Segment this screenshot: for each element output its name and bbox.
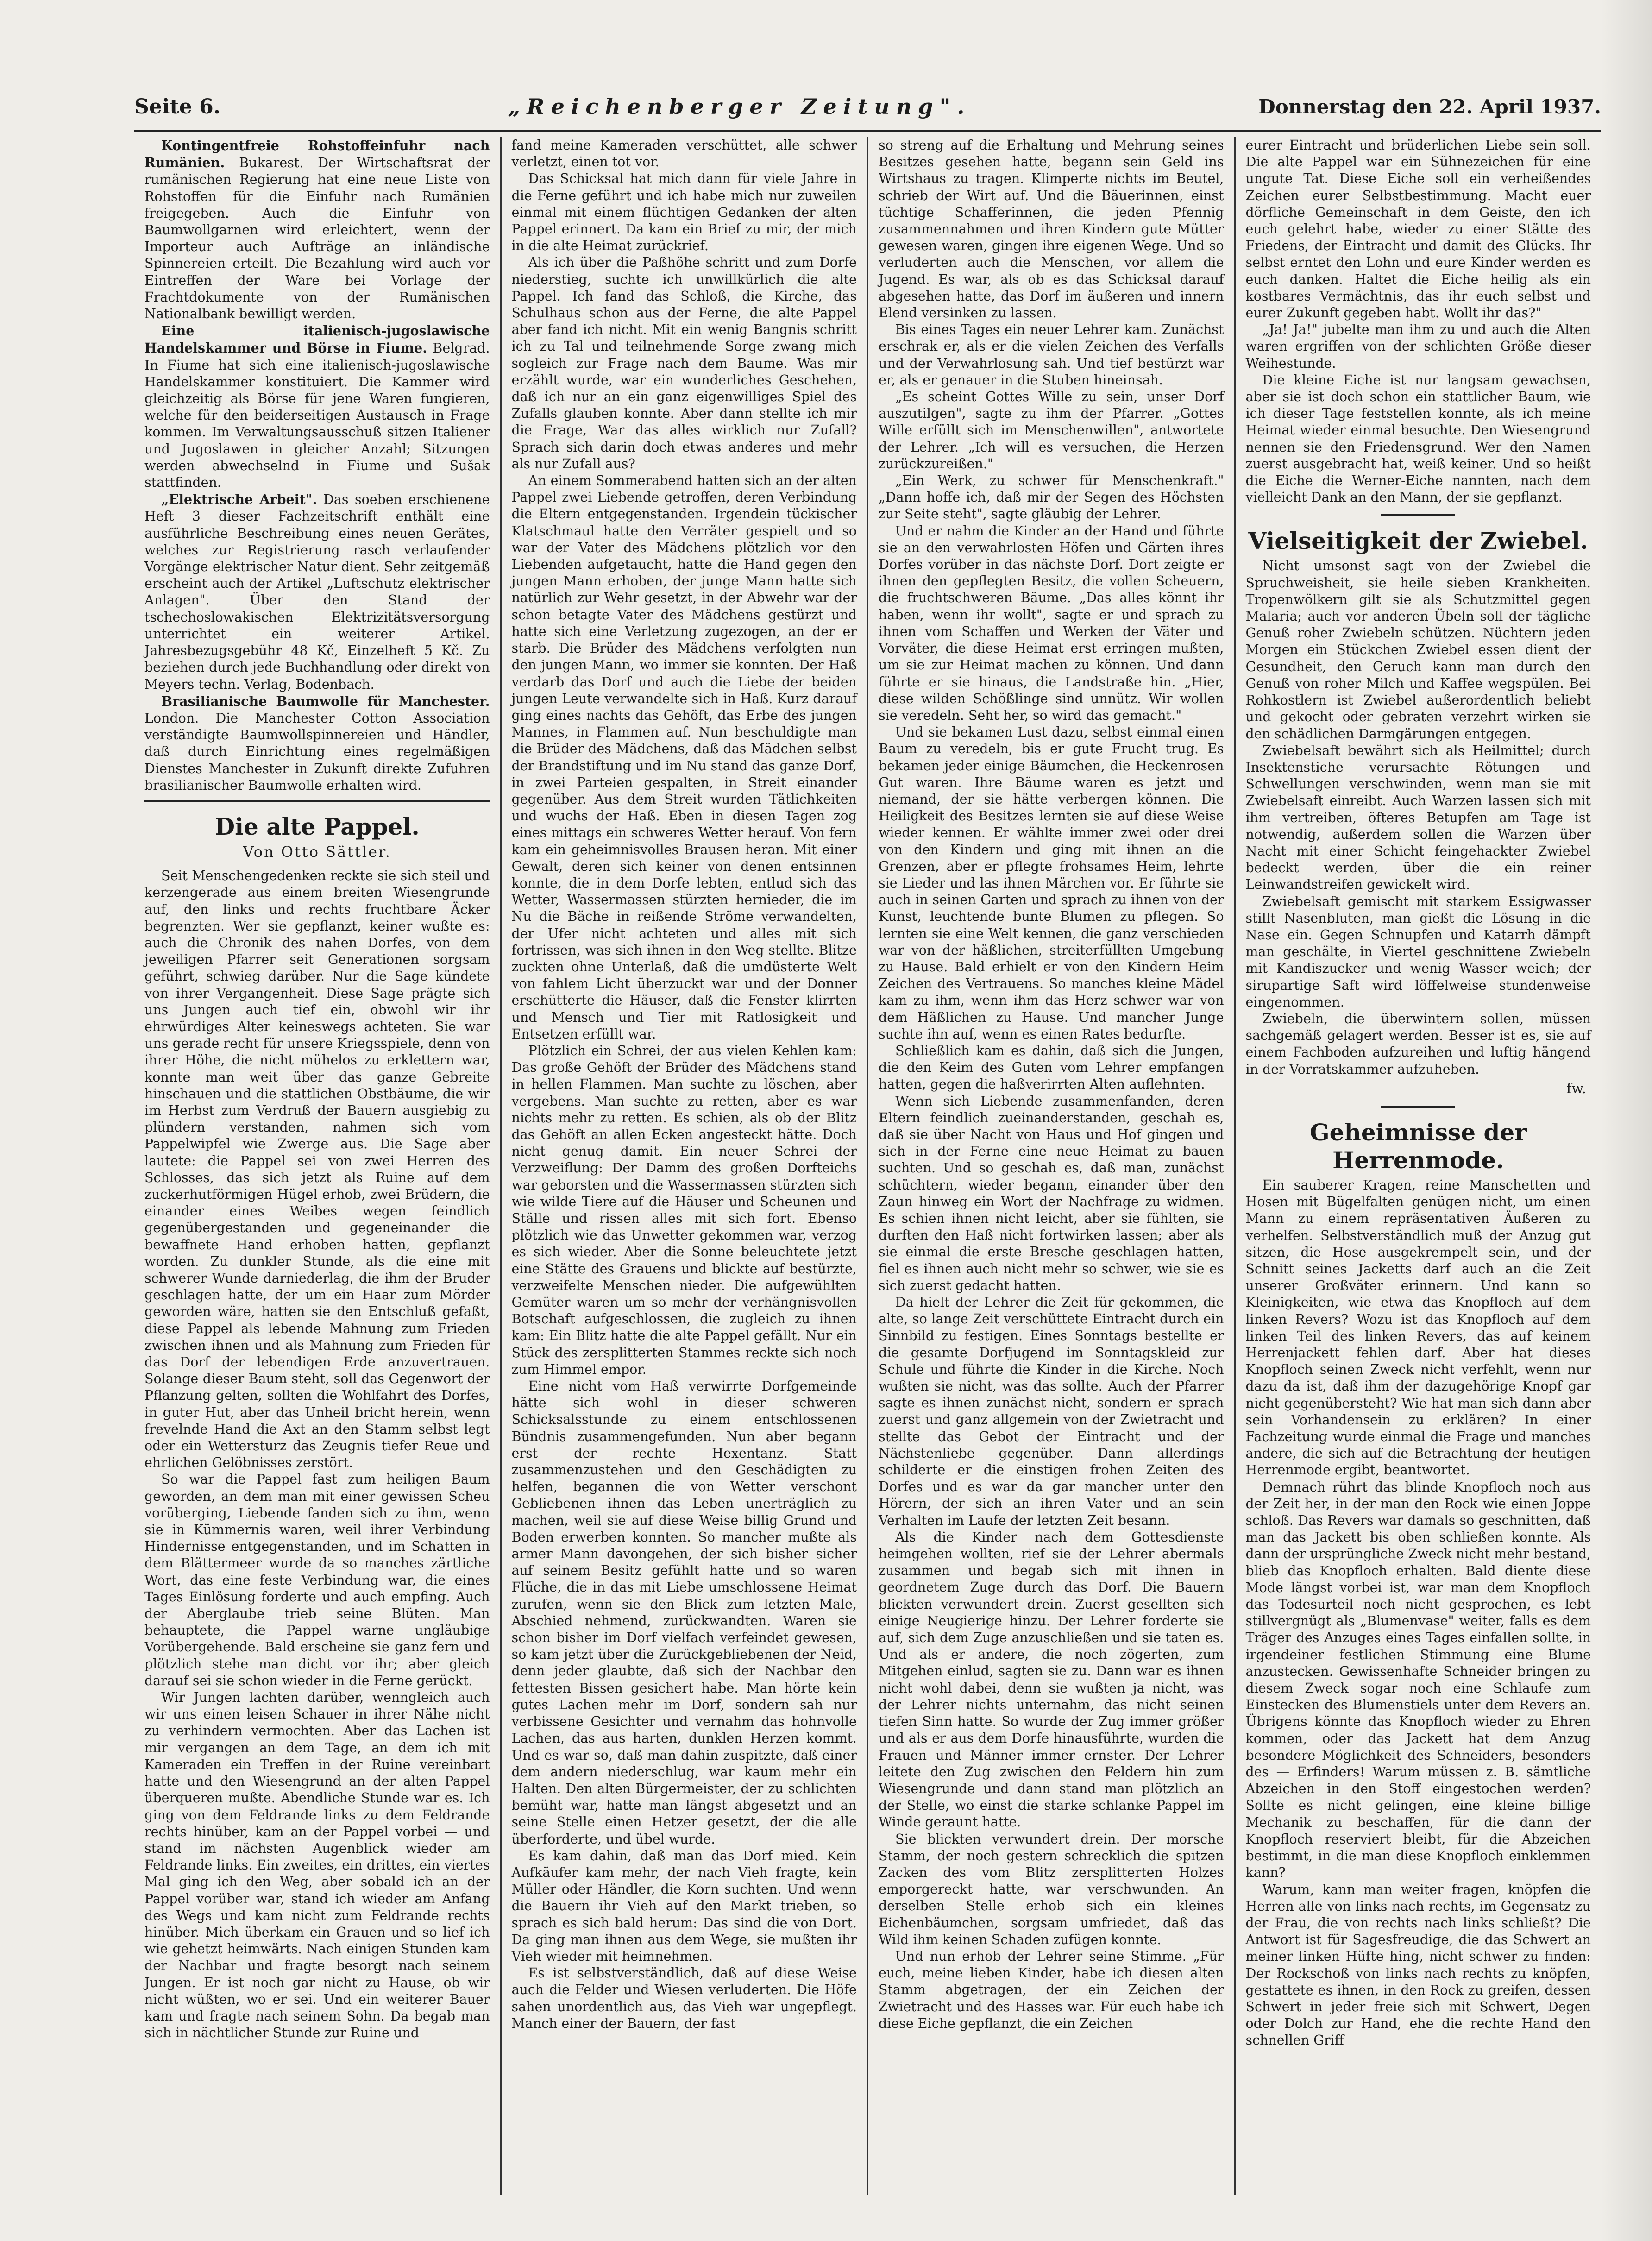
paragraph: Das Schicksal hat mich dann für viele Jahre in die Ferne geführt und ich habe mich nur zuweilen einmal mit einem flüchtigen Gedanken der alten Pappel erinnert. Da kam ein Brief zu mir, der mich in die alte Heimat zurückrief. xyxy=(511,171,857,254)
paragraph: Es kam dahin, daß man das Dorf mied. Kein Aufkäufer kam mehr, der nach Vieh fragte, kein Müller oder Händler, die Korn suchten. Und wenn die Bauern ihr Vieh auf den Markt trieben, so sprach es sich bald herum: Das sind die von Dort. Da ging man ihnen aus dem Wege, sie mußten ihr Vieh wieder mit heimnehmen. xyxy=(511,1848,857,1964)
paragraph: Als die Kinder nach dem Gottesdienste heimgehen wollten, rief sie der Lehrer abermals zusammen und begab sich mit ihnen in geordnetem Zuge durch das Dorf. Die Bauern blickten verwundert drein. Zuerst gesellten sich einige Neugierige hinzu. Der Lehrer forderte sie auf, sich dem Zuge anzuschließen und sie taten es. Und als er andere, die noch zögerten, zum Mitgehen einlud, sagten sie zu. Dann war es ihnen nicht wohl dabei, denn sie wußten ja nicht, was der Lehrer nichts unternahm, das nicht seinen tiefen Sinn hatte. So wurde der Zug immer größer und als er aus dem Dorfe hinausführte, wurden die Frauen und Männer immer ernster. Der Lehrer leitete den Zug zwischen den Feldern hin zum Wiesengrunde und dann stand man plötzlich an der Stelle, wo einst die starke schlanke Pappel im Winde geraunt hatte. xyxy=(879,1529,1224,1830)
paragraph: Demnach rührt das blinde Knopfloch noch aus der Zeit her, in der man den Rock wie einen Joppe schloß. Das Revers war damals so geschnitten, daß man das Jackett bis oben schließen konnte. Als dann der ursprüngliche Zweck nicht mehr bestand, blieb das Knopfloch erhalten. Bald diente diese Mode längst vorbei ist, war man dem Knopfloch das Todesurteil noch nicht gesprochen, es lebt stillvergnügt als „Blumenvase" weiter, falls es dem Träger des Anzuges eines Tages einfallen sollte, in irgendeiner festlichen Stimmung eine Blume anzustecken. Gewissenhafte Schneider bringen zu diesem Zweck sogar noch eine Schlaufe zum Einstecken des Blumenstiels unter dem Revers an. Übrigens könnte das Knopfloch wieder zu Ehren kommen, oder das Jackett hat dem Anzug besondere Möglichkeit des Schneiders, besonders des — Erfinders! Warum müssen z. B. sämtliche Abzeichen in den Stoff eingestochen werden? Sollte es nicht gelingen, eine kleine billige Mechanik zu beschaffen, für die dann der Knopfloch reserviert bleibt, für die Abzeichen bestimmt, in die man diese Knopfloch einklemmen kann? xyxy=(1245,1479,1591,1881)
paragraph: Die kleine Eiche ist nur langsam gewachsen, aber sie ist doch schon ein stattlicher Baum, wie ich dieser Tage feststellen konnte, als ich meine Heimat wieder einmal besuchte. Den Wiesengrund nennen sie den Friedensgrund. Wer den Namen zuerst ausgebracht hat, weiß keiner. Und so heißt die Eiche die Werner-Eiche nannten, nach dem vielleicht Dank an den Mann, der sie gepflanzt. xyxy=(1245,372,1591,505)
paragraph: „Es scheint Gottes Wille zu sein, unser Dorf auszutilgen", sagte zu ihm der Pfarrer. „Gottes Wille erfüllt sich im Menschenwillen", antwortete der Lehrer. „Ich will es versuchen, die Herzen zurückzureißen." xyxy=(879,389,1224,472)
paragraph: Und sie bekamen Lust dazu, selbst einmal einen Baum zu veredeln, bis er gute Frucht trug. Es bekamen jeder einige Bäumchen, die Heckenrosen Gut waren. Ihre Bäume waren es jetzt und niemand, der sie hätte verbergen können. Die Heiligkeit des Besitzes lernten sie auf diese Weise wieder kennen. Er wählte immer zwei oder drei von den Kindern und ging mit ihnen an die Grenzen, aber er pflegte frohsames Heim, lehrte sie Lieder und las ihnen Märchen vor. Er führte sie auch in seinen Garten und sprach zu ihnen von der Kunst, leuchtende bunte Blumen zu pflegen. So lernten sie eine Welt kennen, die ganz verschieden war von der häßlichen, streiterfüllten Umgebung zu Hause. Bald erhielt er von den Kindern Heim Zeichen des Vertrauens. So manches kleine Mädel kam zu ihm, wenn ihm das Herz schwer war von dem Häßlichen zu Hause. Und mancher Junge suchte ihn auf, wenn es einen Rates bedurfte. xyxy=(879,724,1224,1042)
issue-date: Donnerstag den 22. April 1937. xyxy=(1258,95,1601,118)
paragraph: Bis eines Tages ein neuer Lehrer kam. Zunächst erschrak er, als er die vielen Zeichen des Verfalls und der Verwahrlosung sah. Und tief bestürzt war er, als er genauer in die Stuben hineinsah. xyxy=(879,322,1224,388)
news-lead: Eine italienisch-jugoslawische Handelskammer und Börse in Fiume. xyxy=(144,323,490,356)
paragraph: Und er nahm die Kinder an der Hand und führte sie an den verwahrlosten Höfen und Gärten ihres Dorfes vorüber in das nächste Dorf. Dort zeigte er ihnen den gepflegten Besitz, die vollen Scheuern, die fruchtschweren Bäume. „Das alles könnt ihr haben, wenn ihr wollt", sagte er und sprach zu ihnen vom Schaffen und Werken der Väter und Vorväter, die diese Heimat erst erringen mußten, um sie zur Heimat machen zu können. Und dann führte er sie hinaus, die Landstraße hin. „Hier, diese wilden Schößlinge sind unnütz. Wir wollen sie veredeln. Seht her, so wird das gemacht." xyxy=(879,523,1224,723)
section-rule xyxy=(1381,1106,1455,1108)
section-rule xyxy=(144,800,490,802)
paragraph: Es ist selbstverständlich, daß auf diese Weise auch die Felder und Wiesen verluderten. Die Höfe sahen unordentlich aus, das Vieh war ungepflegt. Manch einer der Bauern, der fast xyxy=(511,1965,857,2031)
news-item xyxy=(144,693,490,794)
article-title: Geheimnisse der Herrenmode. xyxy=(1309,1118,1527,1174)
author-signature: fw. xyxy=(1566,1080,1586,1097)
news-item xyxy=(144,491,490,692)
column-2 xyxy=(502,137,869,2195)
page-number: Seite 6. xyxy=(134,94,221,119)
paragraph: „Ja! Ja!" jubelte man ihm zu und auch die Alten waren ergriffen von der schlichten Größe dieser Weihestunde. xyxy=(1245,322,1591,371)
paragraph: An einem Sommerabend hatten sich an der alten Pappel zwei Liebende getroffen, deren Verbindung die Eltern entgegenstanden. Irgendein tückischer Klatschmaul hatte den Verräter gespielt und so war der Vater des Mädchens plötzlich vor den Liebenden aufgetaucht, hatte die Hand gegen den jungen Mann erhoben, der junge Mann hatte sich natürlich zur Wehr gesetzt, in der Abwehr war der schon betagte Vater des Mädchens gestürzt und hatte sich eine Verletzung zugezogen, an der er starb. Die Brüder des Mädchens verfolgten nun den jungen Mann, wo immer sie konnten. Der Haß verdarb das Dorf und auch die Liebe der beiden jungen Leute verwandelte sich in Haß. Kurz darauf ging eines nachts das Gehöft, das Erbe des jungen Mannes, in Flammen auf. Nun beschuldigte man die Brüder des Mädchens, daß das Mädchen selbst der Brandstiftung und im Nu stand das ganze Dorf, in zwei Parteien gespalten, in Streit einander gegenüber. Aus dem Streit wurden Tätlichkeiten und wuchs der Haß. Eben in diesen Tagen zog eines mittags ein schweres Wetter herauf. Von fern kam ein geheimnisvolles Brausen heran. Mit einer Gewalt, deren sich keiner von denen entsinnen konnte, die in dem Dorfe lebten, entlud sich das Wetter, Wassermassen stürzten hernieder, die im Nu die Bäche in reißende Ströme verwandelten, der Ufer nicht achteten und alles mit sich fortrissen, was sich ihnen in den Weg stellte. Blitze zuckten ohne Unterlaß, daß die umdüsterte Welt von fahlem Licht überzuckt war und der Donner erschütterte die Häuser, daß die Fenster klirrten und Mensch und Tier mit Ratlosigkeit und Entsetzen erfüllt war. xyxy=(511,473,857,1042)
paragraph: Wenn sich Liebende zusammenfanden, deren Eltern feindlich zueinanderstanden, geschah es, daß sie über Nacht von Haus und Hof gingen und sich in der Ferne eine neue Heimat zu bauen suchten. Und so geschah es, daß man, zunächst schüchtern, wieder begann, einander über den Zaun hinweg ein Wort der Nachfrage zu widmen. Es schien ihnen nicht leicht, aber sie fühlten, sie durften den Haß nicht fortwirken lassen; aber als sie einmal die erste Bresche geschlagen hatten, fiel es ihnen auch nicht mehr so schwer, wie sie es sich zuerst gedacht hatten. xyxy=(879,1093,1224,1293)
news-lead: Kontingentfreie Rohstoffeinfuhr nach Rumänien. xyxy=(144,138,490,171)
article-title: Die alte Pappel. xyxy=(214,812,420,840)
columns xyxy=(134,137,1601,2195)
scan-edge-shade xyxy=(1601,0,1652,2241)
paragraph: Eine nicht vom Haß verwirrte Dorfgemeinde hätte sich wohl in dieser schweren Schicksalsstunde zu einem entschlossenen Bündnis zusammengefunden. Nun aber begann erst der rechte Hexentanz. Statt zusammenzustehen und den Geschädigten zu helfen, begannen die von Wetter verschont Gebliebenen ihnen das Leben unerträglich zu machen, weil sie auf diese Weise billig Grund und Boden erwerben konnten. So mancher mußte als armer Mann davongehen, der sich bisher sicher auf seinem Besitz gefühlt hatte und so waren Flüche, die in das mit Liebe umschlossene Heimat zurufen, wenn sie den Blick zum letzten Male, Abschied nehmend, zurückwandten. Waren sie schon bisher im Dorf vielfach verfeindet gewesen, so kam jetzt über die Zurückgebliebenen der Neid, denn jeder glaubte, daß sich der Nachbar den fettesten Bissen gesichert habe. Man hörte kein gutes Lachen mehr im Dorf, sondern sah nur verbissene Gesichter und vernahm das hohnvolle Lachen, das aus harten, dunklen Herzen kommt. Und es war so, daß man dahin zuspitzte, daß einer dem andern niederschlug, war kaum mehr ein Halten. Den alten Bürgermeister, der zu schlichten bemüht war, hatte man längst abgesetzt und an seine Stelle einen Hetzer gesetzt, der die alle überforderte, und übel wurde. xyxy=(511,1379,857,1847)
paragraph: eurer Eintracht und brüderlichen Liebe sein soll. Die alte Pappel war ein Sühnezeichen für eine ungute Tat. Diese Eiche soll ein verheißendes Zeichen eurer Selbstbestimmung. Macht euer dörfliche Gemeinschaft in dem Geiste, den ich euch gelehrt habe, wieder zu einer Stätte des Friedens, der Eintracht und damit des Glücks. Ihr selbst erntet den Lohn und eure Kinder werden es euch danken. Haltet die Eiche heilig als ein kostbares Vermächtnis, das ihr euch selbst und eurer Zukunft gegeben habt. Wollt ihr das?" xyxy=(1245,138,1591,321)
news-lead: Brasilianische Baumwolle für Manchester. xyxy=(161,693,490,709)
paragraph: So war die Pappel fast zum heiligen Baum geworden, an dem man mit einer gewissen Scheu vorüberging, Liebende fanden sich zu ihm, wenn sie in Kümmernis waren, weil ihrer Verbindung Hindernisse entgegenstanden, und im Schatten in dem Blättermeer wurde da so manches zärtliche Wort, das eine feste Verbindung war, die eines Tages Einlösung forderte und auch empfing. Auch der Aberglaube trieb seine Blüten. Man behauptete, die Pappel warne ungläubige Vorübergehende. Bald erscheine sie ganz fern und plötzlich stehe man dicht vor ihr; aber gleich darauf sei sie schon wieder in die Ferne gerückt. xyxy=(144,1472,490,1688)
paragraph: Ein sauberer Kragen, reine Manschetten und Hosen mit Bügelfalten genügen nicht, um einen Mann zu einem repräsentativen Äußeren zu verhelfen. Selbstverständlich muß der Anzug gut sitzen, die Hose ausgekrempelt sein, und der Schnitt seines Jacketts darf auch an die Zeit unserer Großväter erinnern. Und kann so Kleinigkeiten, wie etwa das Knopfloch auf dem linken Revers? Wozu ist das Knopfloch auf dem linken Teil des linken Revers, das auf keinem Herrenjackett fehlen darf. Aber hat dieses Knopfloch seinen Zweck nicht verfehlt, wenn nur dazu da ist, daß ihm der dazugehörige Knopf gar nicht gegenübersteht? Wie hat man sich dann aber sein Vorhandensein zu erklären? In einer Fachzeitung wurde einmal die Frage und manches andere, die sich auf die Betrachtung der heutigen Herrenmode ergibt, beantwortet. xyxy=(1245,1177,1591,1478)
newspaper-name: „Reichenberger Zeitung". xyxy=(508,94,971,119)
news-lead: „Elektrische Arbeit". xyxy=(161,491,317,508)
section-rule xyxy=(1381,514,1455,516)
paragraph: Zwiebeln, die überwintern sollen, müssen sachgemäß gelagert werden. Besser ist es, sie auf einem Fachboden aufzureihen und luftig hängend in der Vorratskammer aufzuheben. xyxy=(1245,1011,1591,1077)
paragraph: Als ich über die Paßhöhe schritt und zum Dorfe niederstieg, suchte ich unwillkürlich die alte Pappel. Ich fand das Schloß, die Kirche, das Schulhaus schon aus der Ferne, die alte Pappel aber fand ich nicht. Mit ein wenig Bangnis schritt ich zu Tal und teilnehmende Sorge zwang mich sogleich zur Frage nach dem Baume. Was mir erzählt wurde, war ein wunderliches Geschehen, daß ich nur an ein ganz eigenwilliges Spiel des Zufalls glauben konnte. Aber dann stellte ich mir die Frage, War das alles wirklich nur Zufall? Sprach sich darin doch etwas anderes und mehr als nur Zufall aus? xyxy=(511,255,857,472)
paragraph: fand meine Kameraden verschüttet, alle schwer verletzt, einen tot vor. xyxy=(511,138,857,170)
paragraph: so streng auf die Erhaltung und Mehrung seines Besitzes gesehen hatte, begann sein Geld ins Wirtshaus zu tragen. Klimperte nichts im Beutel, schrieb der Wirt auf. Und die Bäuerinnen, einst tüchtige Schafferinnen, die jeden Pfennig zusammennahmen und ihren Kindern gute Mütter gewesen waren, gingen ihre eigenen Wege. Und so verluderten auch die Menschen, vor allem die Jugend. Es war, als ob es das Schicksal darauf abgesehen hatte, das Dorf im äußeren und innern Elend versinken zu lassen. xyxy=(879,138,1224,321)
article-byline: Von Otto Sättler. xyxy=(243,843,391,861)
paragraph: Da hielt der Lehrer die Zeit für gekommen, die alte, so lange Zeit verschüttete Eintracht durch ein Sinnbild zu festigen. Eines Sonntags bestellte er die gesamte Dorfjugend im Sonntagskleid zur Schule und führte die Kinder in die Kirche. Noch wußten sie nicht, was das sollte. Auch der Pfarrer sagte es ihnen zunächst nicht, sondern er sprach zuerst und ganz allgemein von der Zwietracht und stellte das Gebot der Eintracht und der Nächstenliebe gegenüber. Dann allerdings schilderte er die einstigen frohen Zeiten des Dorfes und es war da gar mancher unter den Hörern, der sich an ihren Vater und an sein Verhalten im Laufe der letzten Zeit besann. xyxy=(879,1295,1224,1528)
news-item xyxy=(144,322,490,491)
paragraph: Schließlich kam es dahin, daß sich die Jungen, die den Keim des Guten vom Lehrer empfangen hatten, gegen die haßverirrten Alten auflehnten. xyxy=(879,1043,1224,1092)
paragraph: Seit Menschengedenken reckte sie sich steil und kerzengerade aus einem breiten Wiesengrunde auf, den links und rechts fruchtbare Äcker begrenzten. Wer sie gepflanzt, keiner wußte es: auch die Chronik des nahen Dorfes, von dem jeweiligen Pfarrer seit Generationen sorgsam geführt, schwieg darüber. Nur die Sage kündete von ihrer Vergangenheit. Diese Sage prägte sich uns Jungen auch tief ein, obwohl wir ihr ehrwürdiges Alter keineswegs achteten. Sie war uns gerade recht für unsere Kriegsspiele, denn von ihrer Höhe, die nicht mühelos zu erklettern war, konnte man weit über das ganze Gebreite hinschauen und die stattlichen Obstbäume, die wir im Herbst zum Verdruß der Bauern ausgiebig zu plündern verstanden, nahmen sich vom Pappelwipfel wie Zwerge aus. Die Sage aber lautete: die Pappel sei von zwei Herren des Schlosses, das sich jetzt als Ruine auf dem zuckerhutförmigen Hügel erhob, zwei Brüdern, die einander eines Weibes wegen feindlich gegenübergestanden und gegeneinander die bewaffnete Hand erhoben hatten, gepflanzt worden. Zu dunkler Stunde, als die eine mit schwerer Wunde darniederlag, die ihm der Bruder geschlagen hatte, der um ein Haar zum Mörder geworden wäre, hatten sie den Entschluß gefaßt, diese Pappel als lebende Mahnung zum Frieden zwischen ihnen und als Mahnung zum Frieden für das Dorf der lebendigen Erde anzuvertrauen. Solange dieser Baum steht, soll das Gegenwort der Pflanzung gelten, sollten die Wohlfahrt des Dorfes, in guter Hut, aber das Unheil bricht herein, wenn frevelnde Hand die Axt an den Stamm selbst legt oder ein Wettersturz das Zeugnis tiefer Reue und ehrlichen Gelöbnisses zerstört. xyxy=(144,868,490,1471)
paragraph: „Ein Werk, zu schwer für Menschenkraft." „Dann hoffe ich, daß mir der Segen des Höchsten zur Seite steht", sagte gläubig der Lehrer. xyxy=(879,473,1224,522)
article-title: Vielseitigkeit der Zwiebel. xyxy=(1248,527,1589,555)
news-text: Belgrad. In Fiume hat sich eine italienisch-jugoslawische Handelskammer konstituiert. Die Kammer wird gleichzeitig als Börse für jene Waren fungieren, welche für den beiderseitigen Austausch in Frage kommen. Im Verwaltungsausschuß sitzen Italiener und Jugoslawen in gleicher Anzahl; Sitzungen werden abwechselnd in Fiume und Sušak stattfinden. xyxy=(144,340,490,491)
paragraph: Und nun erhob der Lehrer seine Stimme. „Für euch, meine lieben Kinder, habe ich diesen alten Stamm abgetragen, der ein Zeichen der Zwietracht und des Hasses war. Für euch habe ich diese Eiche gepflanzt, die ein Zeichen xyxy=(879,1948,1224,2031)
news-text: Das soeben erschienene Heft 3 dieser Fachzeitschrift enthält eine ausführliche Beschreibung eines neuen Gerätes, welches zur Registrierung rasch verlaufender Vorgänge elektrischer Natur dient. Sehr zeitgemäß erscheint auch der Artikel „Luftschutz elektrischer Anlagen". Über den Stand der tschechoslowakischen Elektrizitätsversorgung unterrichtet ein weiterer Artikel. Jahresbezugsgebühr 48 Kč, Einzelheft 5 Kč. Zu beziehen durch jede Buchhandlung oder direkt von Meyers techn. Verlag, Bodenbach. xyxy=(144,492,490,692)
column-4 xyxy=(1236,137,1602,2195)
paragraph: Zwiebelsaft bewährt sich als Heilmittel; durch Insektenstiche verursachte Rötungen und Schwellungen verschwinden, wenn man sie mit Zwiebelsaft einreibt. Auch Warzen lassen sich mit ihm vertreiben, öfteres Betupfen am Tage ist notwendig, außerdem sollen die Warzen über Nacht mit einer Schicht feingehackter Zwiebel bedeckt werden, über die ein reiner Leinwandstreifen gewickelt wird. xyxy=(1245,743,1591,893)
paragraph: Plötzlich ein Schrei, der aus vielen Kehlen kam: Das große Gehöft der Brüder des Mädchens stand in hellen Flammen. Man suchte zu löschen, aber vergebens. Man suchte zu retten, aber es war nichts mehr zu retten. Es schien, als ob der Blitz das Gehöft an allen Ecken angesteckt hätte. Doch nicht genug damit. Ein neuer Schrei der Verzweiflung: Der Damm des großen Dorfteichs war geborsten und die Wassermassen stürzten sich wie wilde Tiere auf die Häuser und Scheunen und Ställe und rissen alles mit sich fort. Ebenso plötzlich wie das Unwetter gekommen war, verzog es sich wieder. Aber die Sonne beleuchtete jetzt eine Stätte des Grauens und blickte auf bestürzte, verzweifelte Menschen nieder. Die aufgewühlten Gemüter waren um so mehr der verhängnisvollen Botschaft aufgeschlossen, die zugleich zu ihnen kam: Ein Blitz hatte die alte Pappel gefällt. Nur ein Stück des zersplitterten Stammes reckte sich noch zum Himmel empor. xyxy=(511,1043,857,1377)
header-rule xyxy=(134,130,1601,132)
paragraph: Warum, kann man weiter fragen, knöpfen die Herren alle von links nach rechts, im Gegensatz zu der Frau, die von rechts nach links schließt? Die Antwort ist für Sagesfreudige, die das Schwert an meiner linken Hüfte hing, nicht schwer zu finden: Der Rockschoß von links nach rechts zu knöpfen, gestattete es ihnen, in den Rock zu greifen, dessen Schwert in jeder freie sich mit Schwert, Degen oder Dolch zur Hand, ehe die rechte Hand den schnellen Griff xyxy=(1245,1882,1591,2048)
column-1 xyxy=(134,137,502,2195)
paragraph: Nicht umsonst sagt von der Zwiebel die Spruchweisheit, sie heile sieben Krankheiten. Tropenwölkern gilt sie als Schutzmittel gegen Malaria; auch vor anderen Übeln soll der tägliche Genuß roher Zwiebeln schützen. Nüchtern jeden Morgen ein Stückchen Zwiebel essen dient der Gesundheit, den Geruch kann man durch den Genuß von roher Milch und Kaffee wegspülen. Bei Rohkostlern ist Zwiebel außerordentlich beliebt und gekocht oder gebraten verzehrt wirken sie den schädlichen Darmgärungen entgegen. xyxy=(1245,558,1591,742)
paragraph: Wir Jungen lachten darüber, wenngleich auch wir uns einen leisen Schauer in ihrer Nähe nicht zu verhindern vermochten. Aber das Lachen ist mir vergangen an dem Tage, an dem ich mit Kameraden ein Treffen in der Ruine vereinbart hatte und den Wiesengrund an der alten Pappel überqueren mußte. Abendliche Stunde war es. Ich ging von dem Feldrande links zu dem Feldrande rechts hinüber, kam an der Pappel vorbei — und stand im nächsten Augenblick wieder am Feldrande links. Ein zweites, ein drittes, ein viertes Mal ging ich den Weg, aber sobald ich an der Pappel vorüber war, stand ich wieder am Anfang des Wegs und kam nicht zum Feldrande rechts hinüber. Mich überkam ein Grauen und so lief ich wie gehetzt heimwärts. Nach einigen Stunden kam der Nachbar und fragte besorgt nach seinem Jungen. Er ist noch gar nicht zu Hause, ob wir nicht wüßten, wo er sei. Und ein weiterer Bauer kam und fragte nach seinem Sohn. Da begab man sich in nächtlicher Stunde zur Ruine und xyxy=(144,1690,490,2041)
paragraph: Zwiebelsaft gemischt mit starkem Essigwasser stillt Nasenbluten, man gießt die Lösung in die Nase ein. Gegen Schnupfen und Katarrh dämpft man geschälte, in Viertel geschnittene Zwiebeln mit Kandiszucker und wenig Wasser weich; der sirupartige Saft wird löffelweise stundenweise eingenommen. xyxy=(1245,894,1591,1010)
paragraph: Sie blickten verwundert drein. Der morsche Stamm, der noch gestern schrecklich die spitzen Zacken des vom Blitz zersplitterten Holzes emporgereckt hatte, war verschwunden. An derselben Stelle erhob sich ein kleines Eichenbäumchen, sorgsam umfriedet, daß das Wild ihm keinen Schaden zufügen konnte. xyxy=(879,1831,1224,1947)
news-text: Bukarest. Der Wirtschaftsrat der rumänischen Regierung hat eine neue Liste von Rohstoffen für die Einfuhr nach Rumänien freigegeben. Auch die Einfuhr von Baumwollgarnen wird erleichtert, wenn der Importeur auch Aufträge an inländische Spinnereien erteilt. Die Bezahlung wird auch vor Eintreffen der Ware bei Vorlage der Frachtdokumente von der Rumänischen Nationalbank bewilligt werden. xyxy=(144,155,490,322)
news-text: London. Die Manchester Cotton Association verständigte Baumwollspinnereien und Händler, daß durch Einrichtung eines regelmäßigen Dienstes Manchester in Zukunft direkte Zufuhren brasilianischer Baumwolle erhalten wird. xyxy=(144,710,490,793)
column-3 xyxy=(868,137,1236,2195)
news-item xyxy=(144,137,490,322)
page-header xyxy=(134,88,1601,125)
